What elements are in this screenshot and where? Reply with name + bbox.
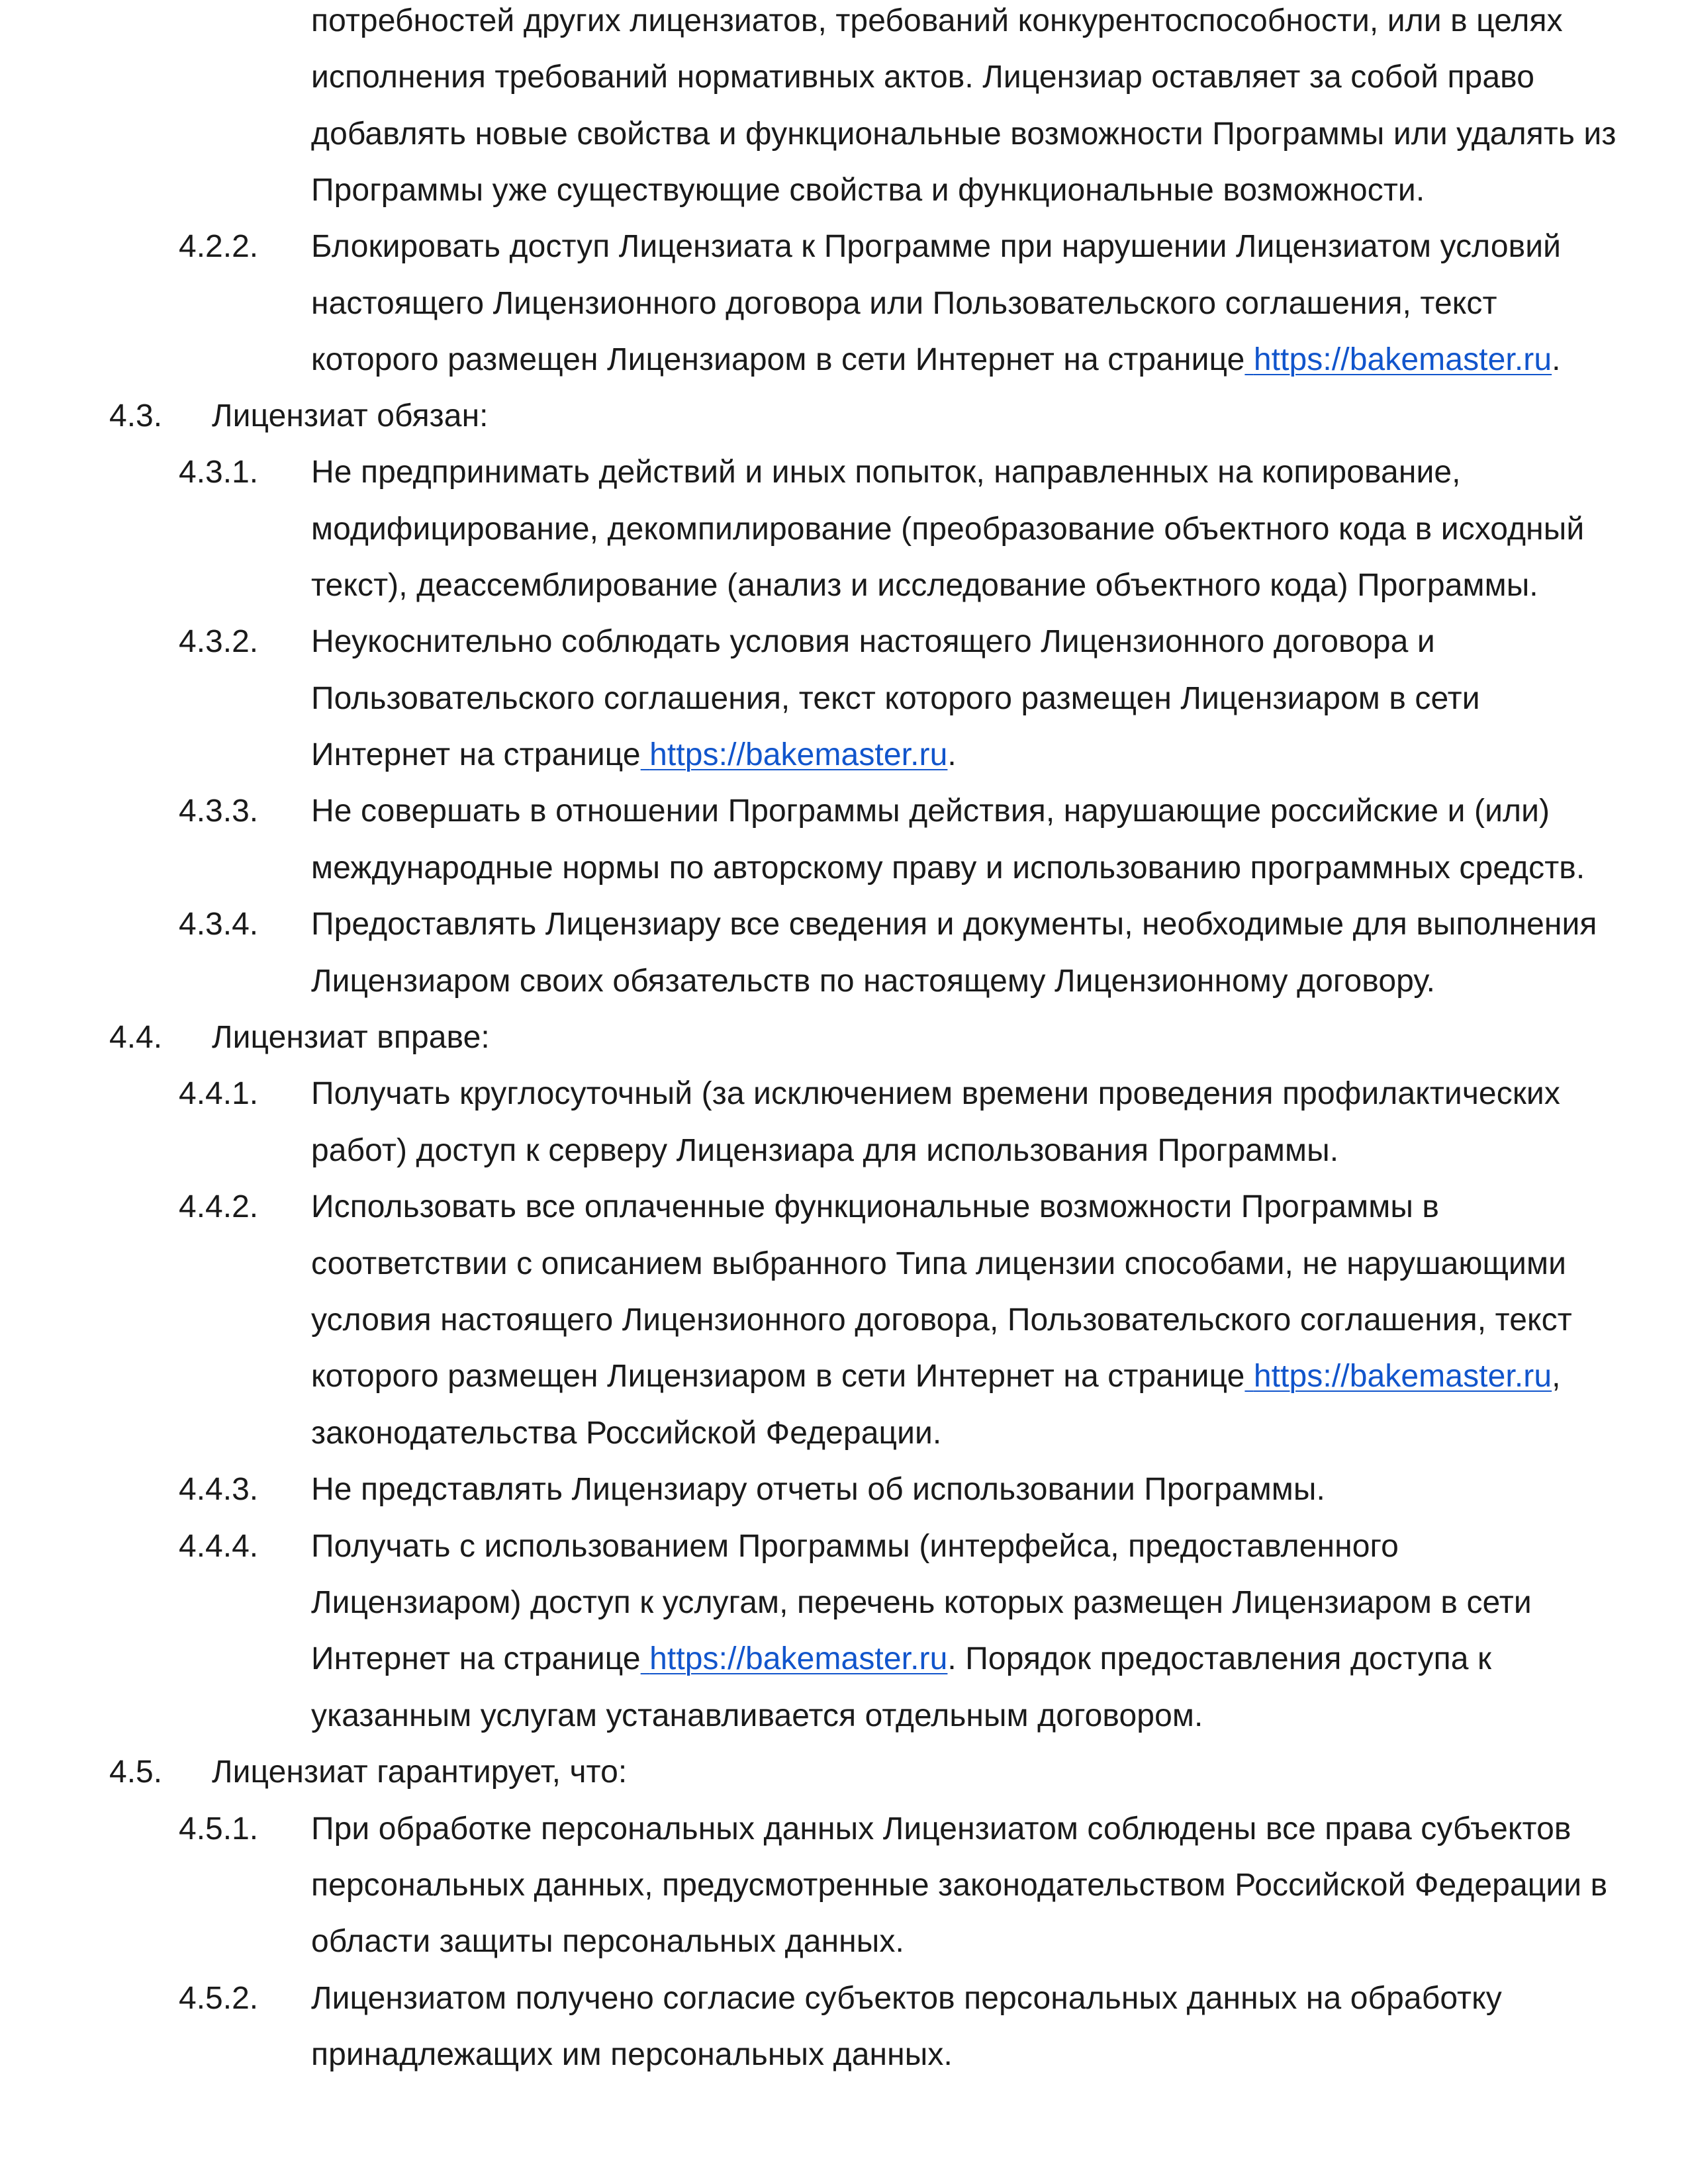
clause-4-5-1-line-1: При обработке персональных данных Лицензиатом соблюдены все права субъектов [311,1811,1571,1846]
clause-number-4-4-3: 4.4.3. [179,1472,259,1507]
clause-4-4-heading: Лицензиат вправе: [212,1020,490,1055]
intro-line-2: исполнения требований нормативных актов. Лицензиар оставляет за собой право [311,60,1534,95]
bakemaster-link[interactable]: https://bakemaster.ru [649,1641,948,1676]
bakemaster-link[interactable]: https://bakemaster.ru [1253,342,1552,377]
clause-4-4-3-line-1: Не представлять Лицензиару отчеты об использовании Программы. [311,1472,1325,1507]
clause-4-2-2-line-3: которого размещен Лицензиаром в сети Интернет на странице https://bakemaster.ru. [311,342,1561,377]
clause-4-5-1-line-2: персональных данных, предусмотренные законодательством Российской Федерации в [311,1868,1608,1903]
clause-4-4-1-line-1: Получать круглосуточный (за исключением времени проведения профилактических [311,1076,1560,1111]
clause-number-4-5: 4.5. [109,1754,163,1790]
clause-number-4-4: 4.4. [109,1020,163,1055]
clause-4-3-1-line-2: модифицирование, декомпилирование (преобразование объектного кода в исходный [311,512,1585,547]
clause-number-4-3: 4.3. [109,398,163,433]
clause-number-4-5-2: 4.5.2. [179,1981,259,2016]
clause-4-3-2-line-3: Интернет на странице https://bakemaster.ru. [311,737,957,772]
clause-4-4-1-line-2: работ) доступ к серверу Лицензиара для использования Программы. [311,1133,1339,1168]
clause-4-5-1-line-3: области защиты персональных данных. [311,1924,904,1959]
clause-4-5-2-line-2: принадлежащих им персональных данных. [311,2037,953,2072]
intro-line-1: потребностей других лицензиатов, требований конкурентоспособности, или в целях [311,3,1563,38]
bakemaster-link[interactable]: https://bakemaster.ru [649,737,948,772]
clause-4-3-4-line-2: Лицензиаром своих обязательств по настоящему Лицензионному договору. [311,964,1436,999]
clause-number-4-4-4: 4.4.4. [179,1529,259,1564]
clause-number-4-4-2: 4.4.2. [179,1189,259,1224]
clause-4-4-4-line-1: Получать с использованием Программы (интерфейса, предоставленного [311,1529,1399,1564]
clause-number-4-4-1: 4.4.1. [179,1076,259,1111]
clause-4-3-4-line-1: Предоставлять Лицензиару все сведения и документы, необходимые для выполнения [311,907,1597,942]
clause-number-4-3-4: 4.3.4. [179,907,259,942]
clause-4-3-1-line-1: Не предпринимать действий и иных попыток, направленных на копирование, [311,455,1461,490]
clause-4-2-2-line-1: Блокировать доступ Лицензиата к Программе при нарушении Лицензиатом условий [311,229,1562,264]
clause-4-4-2-line-4: которого размещен Лицензиаром в сети Интернет на странице https://bakemaster.ru, [311,1359,1561,1394]
clause-4-4-2-line-5: законодательства Российской Федерации. [311,1416,942,1451]
bakemaster-link[interactable]: https://bakemaster.ru [1253,1359,1552,1394]
clause-4-3-3-line-2: международные нормы по авторскому праву и использованию программных средств. [311,850,1585,886]
clause-4-4-4-line-4: указанным услугам устанавливается отдельным договором. [311,1698,1203,1733]
clause-number-4-3-2: 4.3.2. [179,624,259,659]
clause-4-3-heading: Лицензиат обязан: [212,398,489,433]
intro-line-3: добавлять новые свойства и функциональные возможности Программы или удалять из [311,116,1617,152]
clause-number-4-3-3: 4.3.3. [179,794,259,829]
clause-number-4-3-1: 4.3.1. [179,455,259,490]
clause-4-3-1-line-3: текст), деассемблирование (анализ и исследование объектного кода) Программы. [311,568,1538,603]
clause-4-5-heading: Лицензиат гарантирует, что: [212,1754,628,1790]
clause-4-4-4-line-3: Интернет на странице https://bakemaster.ru. Порядок предоставления доступа к [311,1641,1492,1676]
clause-4-4-2-line-1: Использовать все оплаченные функциональные возможности Программы в [311,1189,1439,1224]
clause-4-3-3-line-1: Не совершать в отношении Программы действия, нарушающие российские и (или) [311,794,1550,829]
clause-4-4-2-line-3: условия настоящего Лицензионного договора, Пользовательского соглашения, текст [311,1302,1572,1338]
clause-4-2-2-line-2: настоящего Лицензионного договора или Пользовательского соглашения, текст [311,286,1497,321]
clause-4-5-2-line-1: Лицензиатом получено согласие субъектов персональных данных на обработку [311,1981,1502,2016]
clause-4-3-2-line-1: Неукоснительно соблюдать условия настоящего Лицензионного договора и [311,624,1435,659]
clause-4-4-2-line-2: соответствии с описанием выбранного Типа лицензии способами, не нарушающими [311,1246,1566,1281]
clause-4-3-2-line-2: Пользовательского соглашения, текст которого размещен Лицензиаром в сети [311,681,1480,716]
clause-number-4-5-1: 4.5.1. [179,1811,259,1846]
intro-line-4: Программы уже существующие свойства и функциональные возможности. [311,173,1425,208]
clause-4-2-2-text: которого размещен Лицензиаром в сети Интернет на странице [311,342,1245,377]
clause-number-4-2-2: 4.2.2. [179,229,259,264]
clause-4-4-4-line-2: Лицензиаром) доступ к услугам, перечень которых размещен Лицензиаром в сети [311,1585,1532,1620]
